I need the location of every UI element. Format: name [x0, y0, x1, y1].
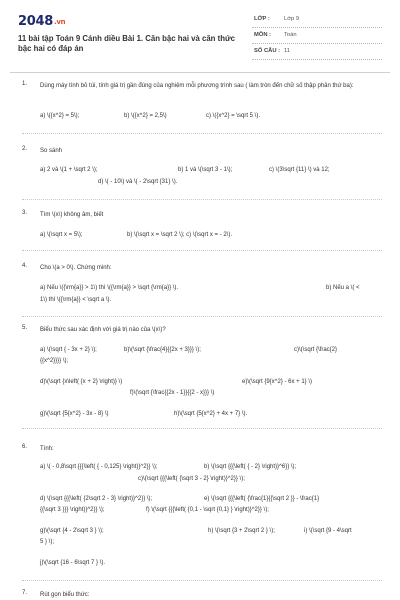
- question-prompt: Cho \(a > 0\). Chứng minh:: [40, 265, 112, 271]
- answer-part: a) \(\sqrt { - 3x + 2} \);: [40, 347, 97, 353]
- question-prompt: Tìm \(x\) không âm, biết: [40, 212, 104, 218]
- answer-part: d) \( - 10\) và \( - 2\sqrt {31} \).: [98, 179, 178, 185]
- answer-part: c) \({x^2} = \sqrt 5 \).: [206, 113, 260, 119]
- answer-part: i) \(\sqrt {9 - 4\sqrt: [304, 528, 352, 534]
- question-number: 2.: [22, 146, 28, 152]
- meta-label: SỐ CÂU :: [254, 48, 281, 54]
- meta-info-table: [252, 12, 382, 60]
- answer-part: 5 } \);: [40, 539, 55, 545]
- answer-part: h)\(\sqrt {5{x^2} + 4x + 7} \).: [174, 411, 248, 417]
- question-number: 6.: [22, 444, 28, 450]
- answer-part: g)\(\sqrt {5{x^2} - 3x - 8} \): [40, 411, 109, 417]
- question-divider: [22, 580, 382, 581]
- question-divider: [22, 428, 382, 429]
- question-prompt: Rút gọn biểu thức:: [40, 592, 90, 598]
- answer-part: c) \(3\sqrt {11} \) và 12;: [269, 167, 330, 173]
- question-prompt: Dùng máy tính bỏ túi, tính giá trị gần đúng của nghiệm mỗi phương trình sau ( làm tròn đến chữ số thập phân thứ ba):: [40, 83, 354, 89]
- answer-part: c)\(\sqrt {\frac{2}: [294, 347, 338, 353]
- document-title: 11 bài tập Toán 9 Cánh diều Bài 1. Căn bậc hai và căn thức bậc hai có đáp án: [18, 34, 235, 53]
- question-divider: [22, 250, 382, 251]
- answer-part: a) \({x^2} = 5\);: [40, 113, 80, 119]
- answer-part: h) \(\sqrt {3 + 2\sqrt 2 } \);: [208, 528, 275, 534]
- meta-label: MÔN :: [254, 32, 272, 38]
- meta-label: LỚP :: [254, 16, 270, 22]
- answer-part: c)\(\sqrt {{{\left( {\sqrt 3 - 2} \right)}^2}} \);: [138, 476, 245, 482]
- answer-part: g)\(\sqrt {4 - 2\sqrt 3 } \);: [40, 528, 104, 534]
- answer-part: b)\(\sqrt {\frac{4}{{2x + 3}}} \);: [124, 347, 201, 353]
- answer-part: b) \({x^2} = 2,5\): [124, 113, 167, 119]
- meta-value: 11: [284, 48, 291, 54]
- site-logo[interactable]: [18, 14, 65, 29]
- answer-part: {{\sqrt 3 }}} \right)}^2}} \);: [40, 507, 105, 513]
- answer-part: f)\(\sqrt {\frac{{2x - 1}}{{2 - x}}} \): [130, 390, 215, 396]
- meta-value: Toán: [284, 32, 297, 38]
- question-number: 4.: [22, 263, 28, 269]
- answer-part: a) \(\sqrt x = 5\);: [40, 232, 83, 238]
- question-number: 1.: [22, 81, 28, 87]
- answer-part: b) \(\sqrt {{{\left( { - 2} \right)}^6}} \);: [204, 464, 297, 470]
- document-header: [0, 0, 400, 72]
- question-prompt: Biểu thức sau xác định với giá trị nào của \(x\)?: [40, 327, 166, 333]
- answer-part: 1\) thì \({\rm{a}} < \sqrt a \).: [40, 297, 112, 303]
- question-divider: [22, 316, 382, 317]
- meta-row-count: [252, 44, 382, 60]
- logo-suffix: .vn: [53, 18, 66, 26]
- answer-part: d)\(\sqrt {x\left( {x + 2} \right)} \): [40, 379, 123, 385]
- question-number: 5.: [22, 325, 28, 331]
- question-prompt: Tính:: [40, 446, 54, 452]
- logo-text: 2048: [18, 14, 53, 29]
- answer-part: e) \(\sqrt {{{\left( {\frac{1}{{\sqrt 2 }} - \frac{1}: [204, 496, 320, 502]
- answer-part: a) 2 và \(1 + \sqrt 2 \);: [40, 167, 98, 173]
- meta-row-subject: [252, 28, 382, 44]
- question-divider: [22, 133, 382, 134]
- answer-part: b) 1 và \(\sqrt 3 - 1\);: [178, 167, 233, 173]
- answer-part: f) \(\sqrt {{{\left( {0,1 - \sqrt {0,1} } \right)}^2}} \);: [146, 507, 269, 513]
- answer-part: a) Nếu \({\rm{a}} > 1\) thì \({\rm{a}} > \sqrt {\rm{a}} \).: [40, 285, 179, 291]
- answer-part: d) \(\sqrt {{{\left( {2\sqrt 2 - 3} \right)}^2}} \);: [40, 496, 153, 502]
- answer-part: {{x^2}}}} \);: [40, 358, 69, 364]
- question-number: 3.: [22, 210, 28, 216]
- answer-part: b) \(\sqrt x = \sqrt 2 \); c) \(\sqrt x = - 2\).: [127, 232, 233, 238]
- question-number: 7.: [22, 590, 28, 596]
- header-divider: [10, 72, 390, 73]
- answer-part: a) \( - 0,8\sqrt {{{\left( { - 0,125} \right)}^2}} \);: [40, 464, 158, 470]
- answer-part: b) Nếu a \( <: [326, 285, 360, 291]
- question-prompt: So sánh: [40, 148, 63, 154]
- meta-value: Lớp 9: [284, 16, 300, 22]
- meta-row-grade: [252, 12, 382, 28]
- answer-part: e)\(\sqrt {9{x^2} - 6x + 1} \): [242, 379, 313, 385]
- answer-part: j)\(\sqrt {16 - 6\sqrt 7 } \).: [40, 560, 106, 566]
- question-divider: [22, 199, 382, 200]
